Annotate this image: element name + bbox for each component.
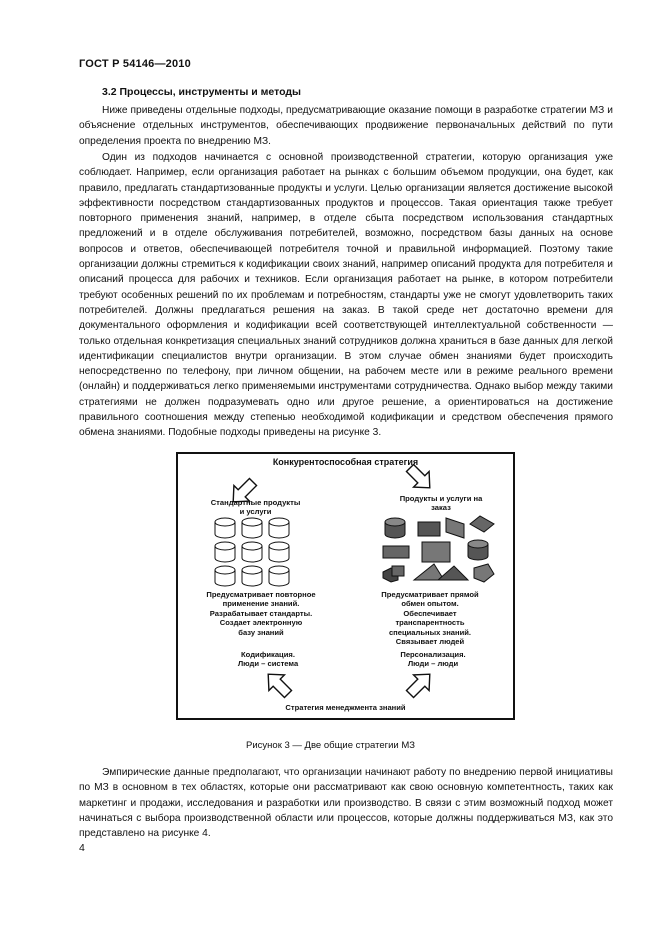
right-mode [378,650,488,669]
right-desc-line: обмен опытом. [401,599,459,609]
figure-title: Конкурентоспособная стратегия [272,457,419,467]
right-description [360,590,500,646]
right-mode-line: Люди – люди [407,659,459,669]
right-desc-line: Предусматривает прямой [381,590,479,599]
right-desc-line: Обеспечивает [403,608,457,618]
arrow-down-right-icon [402,460,437,495]
left-desc-line: Создает электронную [219,618,303,628]
figure-caption: Рисунок 3 — Две общие стратегии МЗ [246,740,415,751]
bottom-label: Стратегия менеджмента знаний [285,703,406,712]
figure-diagram [176,452,515,720]
left-mode-line: Кодификация. [241,650,295,659]
right-desc-line: специальных знаний. [388,627,472,637]
paragraph: Эмпирические данные предполагают, что организации начинают работу по внедрению первой инициативы по МЗ в основном в тех областях, которые они рассматривают как свою основную компетентность, таких как маркетинг и продажи, исследования и разработки или производство. В связи с этим возможный подход может начинаться с выбора производственной области или процессов, которые должны поддерживаться МЗ, как это представлено на рисунке 4. [79,767,613,840]
left-heading: Стандартные продукты и услуги [210,498,301,517]
left-desc-line: Разрабатывает стандарты. [209,608,313,618]
left-desc-line: Предусматривает повторное [206,590,316,599]
left-mode [218,650,318,669]
left-desc-line: применение знаний. [222,599,300,609]
left-desc-line: базу знаний [238,627,284,637]
custom-products-icon [383,516,494,582]
document-header: ГОСТ Р 54146—2010 [79,58,191,70]
right-desc-line: Связывает людей [395,637,465,647]
page-number: 4 [79,842,85,854]
arrow-up-right-icon [402,666,437,701]
arrow-up-left-icon [260,666,295,701]
right-mode-line: Персонализация. [400,650,466,659]
paragraph: Один из подходов начинается с основной производственной стратегии, которую организация уже соблюдает. Например, если организация работает на рынках с большим объемом продукции, она будет, как правило, предлагать стандартизованные продукты и услуги. Целью организации является достижение высокой эффективности посредством стандартизованных продуктов и процессов. Такая ориентация также требует повторного применения знаний, например, в отделе сбыта посредством использования стандартных предложений и в отделе обслуживания потребителей, возможно, посредством базы данных на основе вопросов и ответов, обеспечивающей потребителя точной и правильной информацией. Поэтому такие организации должны стремиться к кодификации своих знаний, например описаний продукта для потребителя и описаний процесса для рабочих и техников. Если организация работает на рынке, в котором потребители требуют особенных решений по их проблемам и потребностям, стандарты уже не смогут удовлетворить таких потребителей. Должны предлагаться решения на заказ. В такой среде нет достаточно времени для документального оформления и кодификации всей соответствующей интеллектуальной собственности — только отдельная конкретизация специальных знаний сотрудников должна храниться в базе данных для легкой идентификации специалистов внутри организации. В этом случае обмен знаниями будет происходить непосредственно по телефону, при личном общении, на рабочем месте или в режиме реального времени (онлайн) и поддерживаться легко применяемыми инструментами сотрудничества. Однако выбор между такими стратегиями не должен подразумевать одно или другое решение, а ориентироваться на достижение правильного соотношения между степенью необходимой кодификации и средством обеспечения прямого обмена знаниями. Подобные подходы приведены на рисунке 3. [79,152,613,439]
paragraph: Ниже приведены отдельные подходы, предусматривающие оказание помощи в разработке стратегии МЗ и объяснение отдельных инструментов, обеспечивающих продвижение первоначальных действий по пути определения проекта по внедрению МЗ. [79,105,613,147]
left-mode-line: Люди – система [237,659,299,669]
right-heading: Продукты и услуги на заказ [399,494,483,513]
right-desc-line: транспарентность [395,618,465,628]
section-title: 3.2 Процессы, инструменты и методы [102,86,302,98]
standard-products-icon [215,518,289,586]
left-description [186,590,336,637]
